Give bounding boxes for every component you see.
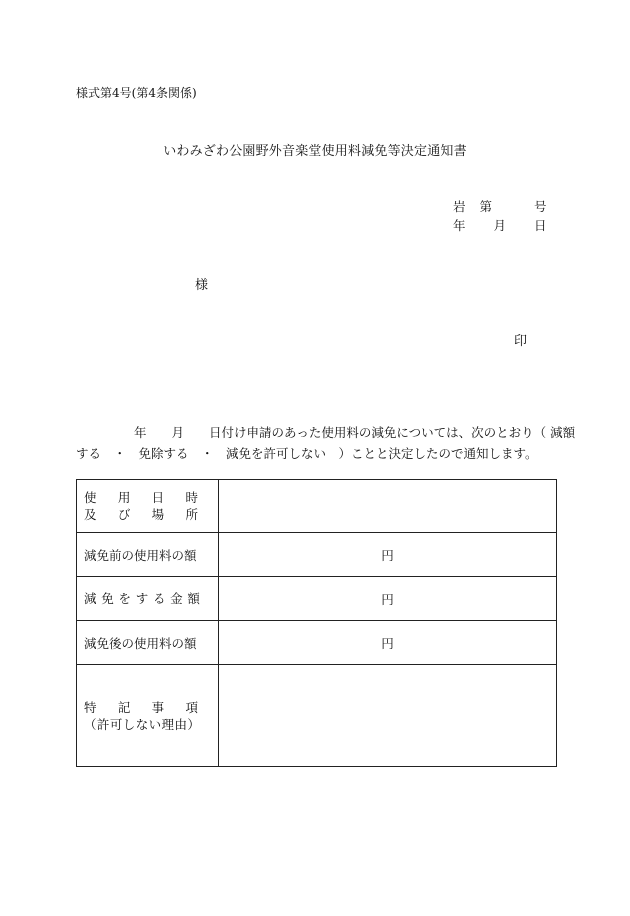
fee-after-reduction-label: 減免後の使用料の額 bbox=[77, 621, 219, 665]
reduction-amount-label: 減 免 を す る 金 額 bbox=[77, 577, 219, 621]
notice-body-line-2: する ・ 免除する ・ 減免を許可しない ）ことと決定したので通知します。 bbox=[76, 446, 538, 461]
table-row bbox=[77, 533, 557, 577]
table-row bbox=[77, 577, 557, 621]
yen-unit: 円 bbox=[381, 591, 394, 607]
fee-after-reduction-value bbox=[219, 621, 557, 665]
table-row bbox=[77, 480, 557, 533]
recipient-honorific: 様 bbox=[195, 278, 209, 293]
yen-unit: 円 bbox=[381, 635, 394, 651]
yen-unit: 円 bbox=[381, 547, 394, 563]
table-row bbox=[77, 665, 557, 767]
document-title: いわみざわ公園野外音楽堂使用料減免等決定通知書 bbox=[163, 144, 467, 159]
notice-body bbox=[76, 422, 576, 464]
table-row bbox=[77, 621, 557, 665]
day-label: 日 bbox=[534, 218, 547, 233]
prefix-dai: 第 bbox=[479, 199, 493, 214]
month-label: 月 bbox=[493, 218, 507, 233]
date-line bbox=[453, 216, 547, 234]
usage-datetime-place-value bbox=[219, 480, 557, 533]
usage-datetime-place-label: 使 用 日 時 及 び 場 所 bbox=[77, 480, 219, 533]
form-number: 様式第4号(第4条関係) bbox=[76, 86, 197, 100]
prefix-iwa: 岩 bbox=[453, 199, 466, 214]
suffix-gou: 号 bbox=[534, 199, 547, 214]
year-label: 年 bbox=[453, 218, 466, 233]
special-notes-label: 特 記 事 項 （ 許 可 し な い 理 由 ） bbox=[77, 665, 219, 767]
document-number-line bbox=[453, 197, 547, 215]
special-notes-value bbox=[219, 665, 557, 767]
fee-before-reduction-value bbox=[219, 533, 557, 577]
notice-body-line-1: 年 月 日付け申請のあった使用料の減免については、次のとおり（ 減額 bbox=[134, 425, 576, 440]
decision-table bbox=[76, 479, 557, 767]
reduction-amount-value bbox=[219, 577, 557, 621]
seal-mark: 印 bbox=[514, 334, 528, 349]
fee-before-reduction-label: 減免前の使用料の額 bbox=[77, 533, 219, 577]
